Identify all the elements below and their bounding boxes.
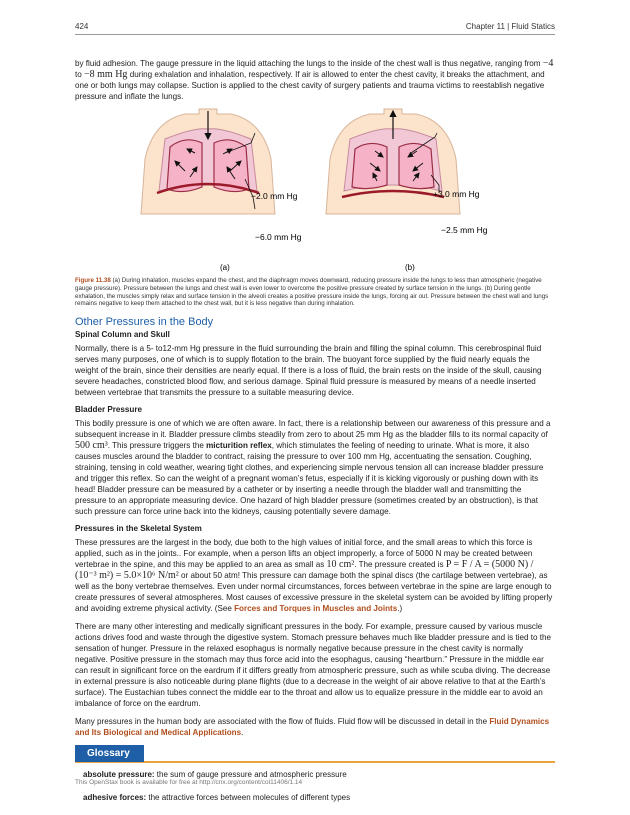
math: 10 cm²	[326, 559, 355, 571]
figure-caption	[75, 277, 555, 308]
skeletal-paragraph	[75, 537, 555, 614]
text: Many pressures in the human body are associated with the flow of fluids. Fluid flow will be discussed in detail in the	[75, 717, 488, 727]
section-heading: Other Pressures in the Body	[75, 316, 214, 329]
link-fluid-dynamics[interactable]: Fluid Dynamics and Its Biological and Medical Applications	[75, 717, 550, 738]
text: during exhalation and inhalation, respectively. If air is allowed to enter the chest cavity, it breaks the attachment, and one or both lungs may collapse. Suction is applied to the chest cavity of surgery patients and trauma victims to reestablish negative pressure and inflate the lungs.	[75, 70, 545, 101]
caption-b: (b)	[405, 263, 415, 272]
glossary-title: Glossary	[75, 745, 144, 762]
caption-a: (a)	[220, 263, 230, 272]
link-forces-torques[interactable]: Forces and Torques in Muscles and Joints	[234, 604, 398, 614]
label-b-upper: +3.0 mm Hg	[433, 189, 480, 199]
glossary-header	[75, 745, 555, 765]
figure-label: Figure 11.38	[75, 277, 111, 284]
text: This bodily pressure is one of which we are often aware. In fact, there is a relationship between our awareness of this pressure and a subsequent increase in it. Bladder pressure climbs steadily from zero to about 25 mm Hg as the bladder fills to its normal capacity of	[75, 419, 551, 440]
bladder-paragraph	[75, 418, 555, 517]
lung-figure	[75, 109, 555, 272]
text: to	[75, 70, 82, 79]
lung-diagram	[75, 109, 555, 272]
math: −4	[542, 58, 554, 69]
intro-paragraph	[75, 58, 555, 102]
glossary-definition: the attractive forces between molecules of different types	[146, 793, 351, 803]
label-a-lower: −6.0 mm Hg	[255, 232, 302, 242]
chapter-title: Chapter 11 | Fluid Statics	[465, 22, 555, 31]
main-content	[75, 58, 555, 815]
text: These pressures are the largest in the body, due both to the high values of initial force, and the small areas to which this force is applied, such as in the joints.. For example, when a person lifts an object improperly, a force of 5000 N may be created between vertebrae in the spine, and this may be applied to an area as small as	[75, 538, 533, 570]
glossary-definition: the sum of gauge pressure and atmospheric pressure	[154, 770, 347, 780]
text: .	[241, 728, 244, 738]
text: . The pressure created is	[354, 560, 444, 570]
text: . This pressure triggers the	[107, 441, 204, 451]
label-a-upper: −2.0 mm Hg	[251, 191, 298, 201]
flow-paragraph	[75, 716, 555, 738]
spinal-paragraph: Normally, there is a 5- to12-mm Hg pressure in the fluid surrounding the brain and filling the spinal column. This cerebrospinal fluid serves many purposes, one of which is to supply flotation to the brain. The buoyant force supplied by the fluid nearly equals the weight of the brain, since their densities are nearly equal. If there is a loss of fluid, the brain rests on the inside of the skull, causing severe headaches, constricted blood flow, and serious damage. Spinal fluid pressure is measured by means of a needle inserted between vertebrae that transmits the pressure to a suitable measuring device.	[75, 344, 542, 398]
glossary-term: adhesive forces:	[83, 793, 147, 803]
caption-text: (a) During inhalation, muscles expand the chest, and the diaphragm moves downward, reducing pressure inside the lungs to less than atmospheric (negative gauge pressure). Pressure between the lungs and chest wall is even lower to overcome the positive pressure created by surface tension in the lungs. (b) During gentle exhalation, the muscles simply relax and surface tension in the alveoli creates a positive pressure inside the lungs, forcing air out. Pressure between the chest wall and lungs remains negative to keep them attached to the chest wall, but it is less negative than during inhalation.	[75, 277, 549, 308]
label-b-lower: −2.5 mm Hg	[441, 225, 488, 235]
subheading-skeletal: Pressures in the Skeletal System	[75, 524, 202, 534]
page-number: 424	[75, 22, 89, 31]
equation: P = F / A = (5000 N) / (10⁻³ m²) = 5.0×10⁶ N/m²	[75, 559, 534, 582]
footer: This OpenStax book is available for free at http://cnx.org/content/col11406/1.14	[75, 779, 303, 786]
text: or about 50 atm! This pressure can damage both the spinal discs (the cartilage between vertebrae), as well as the bony vertebrae themselves. Even under normal circumstances, forces between vertebrae in the spine are large enough to create pressures of several atmospheres. Most causes of excessive pressure in the skeletal system can be avoided by lifting properly and avoiding extreme physical activity. (See	[75, 571, 553, 614]
glossary-term: absolute pressure:	[83, 770, 155, 780]
math: −8 mm Hg	[84, 69, 128, 80]
term: micturition reflex	[206, 441, 272, 451]
header-divider	[75, 34, 555, 35]
math: 500 cm³	[75, 440, 108, 452]
subheading-bladder: Bladder Pressure	[75, 405, 143, 415]
many-pressures-paragraph: There are many other interesting and medically significant pressures in the body. For example, pressure caused by various muscle actions drives food and waste through the digestive system. Stomach pressure behaves much like bladder pressure and is tied to the sensation of hunger. Pressure in the relaxed esophagus is normally negative because pressure in the chest cavity is normally negative. Positive pressure in the stomach may thus force acid into the esophagus, causing “heartburn.” Pressure in the middle ear can result in significant force on the eardrum if it differs greatly from atmospheric pressure, such as while scuba diving. The decrease in external pressure is also noticeable during plane flights (due to a decrease in the weight of air above relative to that at the Earth’s surface). The Eustachian tubes connect the middle ear to the throat and allow us to equalize pressure in the middle ear to avoid an imbalance of force on the eardrum.	[75, 622, 551, 709]
glossary-item	[83, 792, 555, 803]
glossary-rule	[75, 761, 555, 763]
subheading-spinal: Spinal Column and Skull	[75, 330, 170, 340]
text: by fluid adhesion. The gauge pressure in the liquid attaching the lungs to the inside of the chest wall is thus negative, ranging from	[75, 59, 541, 68]
text: .)	[397, 604, 403, 614]
text: , which stimulates the feeling of needing to urinate. What is more, it also causes muscles around the bladder to contract, raising the pressure to over 100 mm Hg, accentuating the sensation. Coughing, straining, tensing in cold weather, wearing tight clothes, and experiencing simple nervous tension all can increase bladder pressure and trigger this reflex. So can the weight of a pregnant woman’s fetus, especially if it is kicking vigorously or pushing down with its head! Bladder pressure can be measured by a catheter or by inserting a needle through the bladder wall and transmitting the pressure to an appropriate measuring device. One hazard of high bladder pressure (sometimes created by an obstruction), is that such pressure can force urine back into the kidneys, causing potentially severe damage.	[75, 441, 544, 517]
